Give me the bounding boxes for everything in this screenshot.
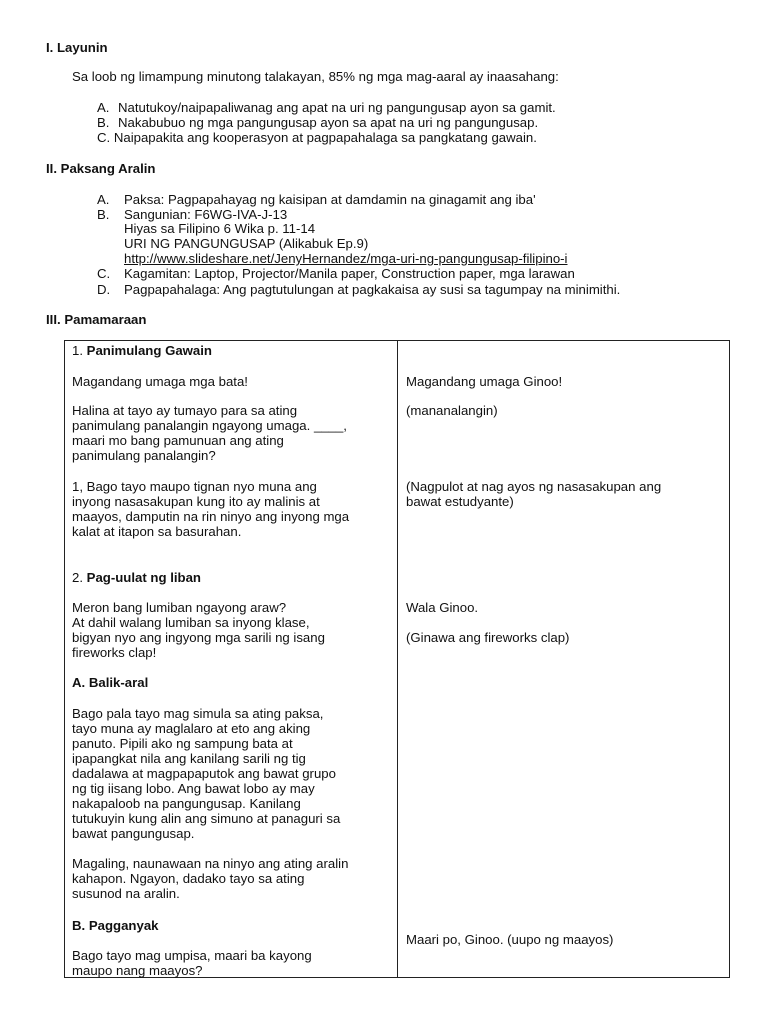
student-line: Maari po, Ginoo. (uupo ng maayos) bbox=[406, 932, 614, 947]
list-marker: B. bbox=[97, 115, 110, 130]
subsection-heading-balik-aral: A. Balik-aral bbox=[72, 675, 149, 690]
teacher-line: bawat pangungusap. bbox=[72, 826, 195, 841]
step-title: Panimulang Gawain bbox=[86, 343, 212, 358]
objective-text: Nakabubuo ng mga pangungusap ayon sa apat na uri ng pangungusap. bbox=[118, 115, 539, 130]
teacher-line: kalat at itapon sa basurahan. bbox=[72, 524, 242, 539]
section-heading-layunin: I. Layunin bbox=[46, 40, 108, 55]
student-line: bawat estudyante) bbox=[406, 494, 514, 509]
teacher-line: Magaling, naunawaan na ninyo ang ating aralin bbox=[72, 856, 349, 871]
step-title: Pag-uulat ng liban bbox=[86, 570, 201, 585]
step-number: 1. bbox=[72, 343, 87, 358]
section-heading-paksang-aralin: II. Paksang Aralin bbox=[46, 161, 156, 176]
teacher-line: Meron bang lumiban ngayong araw? bbox=[72, 600, 287, 615]
list-marker: A. bbox=[97, 192, 110, 207]
subsection-heading-pagganyak: B. Pagganyak bbox=[72, 918, 159, 933]
student-line: (Nagpulot at nag ayos ng nasasakupan ang bbox=[406, 479, 662, 494]
teacher-line: Halina at tayo ay tumayo para sa ating bbox=[72, 403, 298, 418]
teacher-line: maari mo bang pamunuan ang ating bbox=[72, 433, 284, 448]
objectives-intro: Sa loob ng limampung minutong talakayan, 85% ng mga mag-aaral ay inaasahang: bbox=[72, 69, 559, 84]
teacher-line: Bago tayo mag umpisa, maari ba kayong bbox=[72, 948, 312, 963]
reference-text: URI NG PANGUNGUSAP (Alikabuk Ep.9) bbox=[124, 236, 369, 251]
list-marker: D. bbox=[97, 282, 111, 297]
teacher-line: susunod na aralin. bbox=[72, 886, 180, 901]
teacher-line: Magandang umaga mga bata! bbox=[72, 374, 248, 389]
teacher-line: panimulang panalangin ngayong umaga. ____, bbox=[72, 418, 347, 433]
teacher-line: 1, Bago tayo maupo tignan nyo muna ang bbox=[72, 479, 317, 494]
student-line: (Ginawa ang fireworks clap) bbox=[406, 630, 570, 645]
objective-item bbox=[97, 130, 537, 145]
reference-url-link[interactable]: http://www.slideshare.net/JenyHernandez/mga-uri-ng-pangungusap-filipino-i bbox=[124, 251, 568, 266]
teacher-line: dadalawa at magpapaputok ang bawat grupo bbox=[72, 766, 336, 781]
teacher-line: tutukuyin kung alin ang simuno at panaguri sa bbox=[72, 811, 341, 826]
section-heading-pamamaraan: III. Pamamaraan bbox=[46, 312, 147, 327]
reference-text: Hiyas sa Filipino 6 Wika p. 11-14 bbox=[124, 221, 316, 236]
reference-line bbox=[124, 221, 315, 236]
procedure-table bbox=[64, 340, 730, 978]
step-heading bbox=[72, 343, 212, 358]
teacher-line: ng tig iisang lobo. Ang bawat lobo ay may bbox=[72, 781, 315, 796]
student-line: (mananalangin) bbox=[406, 403, 498, 418]
teacher-line: panimulang panalangin? bbox=[72, 448, 216, 463]
teacher-line: kahapon. Ngayon, dadako tayo sa ating bbox=[72, 871, 305, 886]
list-marker: A. bbox=[97, 100, 110, 115]
teacher-line: panuto. Pipili ako ng sampung bata at bbox=[72, 736, 293, 751]
step-number: 2. bbox=[72, 570, 87, 585]
reference-line bbox=[124, 236, 368, 251]
teacher-line: nakapaloob na pangungusap. Kanilang bbox=[72, 796, 301, 811]
teacher-line: Bago pala tayo mag simula sa ating paksa, bbox=[72, 706, 324, 721]
step-heading bbox=[72, 570, 201, 585]
column-divider bbox=[397, 341, 398, 977]
teacher-line: fireworks clap! bbox=[72, 645, 157, 660]
topic-item bbox=[97, 282, 620, 297]
objective-text: Natutukoy/naipapaliwanag ang apat na uri ng pangungusap ayon sa gamit. bbox=[118, 100, 556, 115]
topic-item bbox=[97, 192, 536, 207]
reference-link[interactable] bbox=[124, 251, 568, 266]
list-marker: B. bbox=[97, 207, 110, 222]
teacher-line: bigyan nyo ang ingyong mga sarili ng isang bbox=[72, 630, 325, 645]
objective-item bbox=[97, 100, 556, 115]
teacher-line: tayo muna ay maglalaro at eto ang aking bbox=[72, 721, 311, 736]
objective-item bbox=[97, 115, 538, 130]
teacher-line: maupo nang maayos? bbox=[72, 963, 203, 978]
topic-item bbox=[97, 266, 575, 281]
topic-text: Sangunian: F6WG-IVA-J-13 bbox=[124, 207, 288, 222]
student-line: Magandang umaga Ginoo! bbox=[406, 374, 563, 389]
teacher-line: maayos, damputin na rin ninyo ang inyong mga bbox=[72, 509, 350, 524]
topic-text: Pagpapahalaga: Ang pagtutulungan at pagkakaisa ay susi sa tagumpay na minimithi. bbox=[124, 282, 621, 297]
topic-item bbox=[97, 207, 287, 222]
objective-text: C. Naipapakita ang kooperasyon at pagpapahalaga sa pangkatang gawain. bbox=[97, 130, 537, 145]
teacher-line: inyong nasasakupan kung ito ay malinis at bbox=[72, 494, 320, 509]
teacher-line: At dahil walang lumiban sa inyong klase, bbox=[72, 615, 310, 630]
teacher-line: ipapangkat nila ang kanilang sarili ng tig bbox=[72, 751, 306, 766]
topic-text: Kagamitan: Laptop, Projector/Manila paper, Construction paper, mga larawan bbox=[124, 266, 575, 281]
topic-text: Paksa: Pagpapahayag ng kaisipan at damdamin na ginagamit ang iba' bbox=[124, 192, 536, 207]
list-marker: C. bbox=[97, 266, 111, 281]
student-line: Wala Ginoo. bbox=[406, 600, 479, 615]
